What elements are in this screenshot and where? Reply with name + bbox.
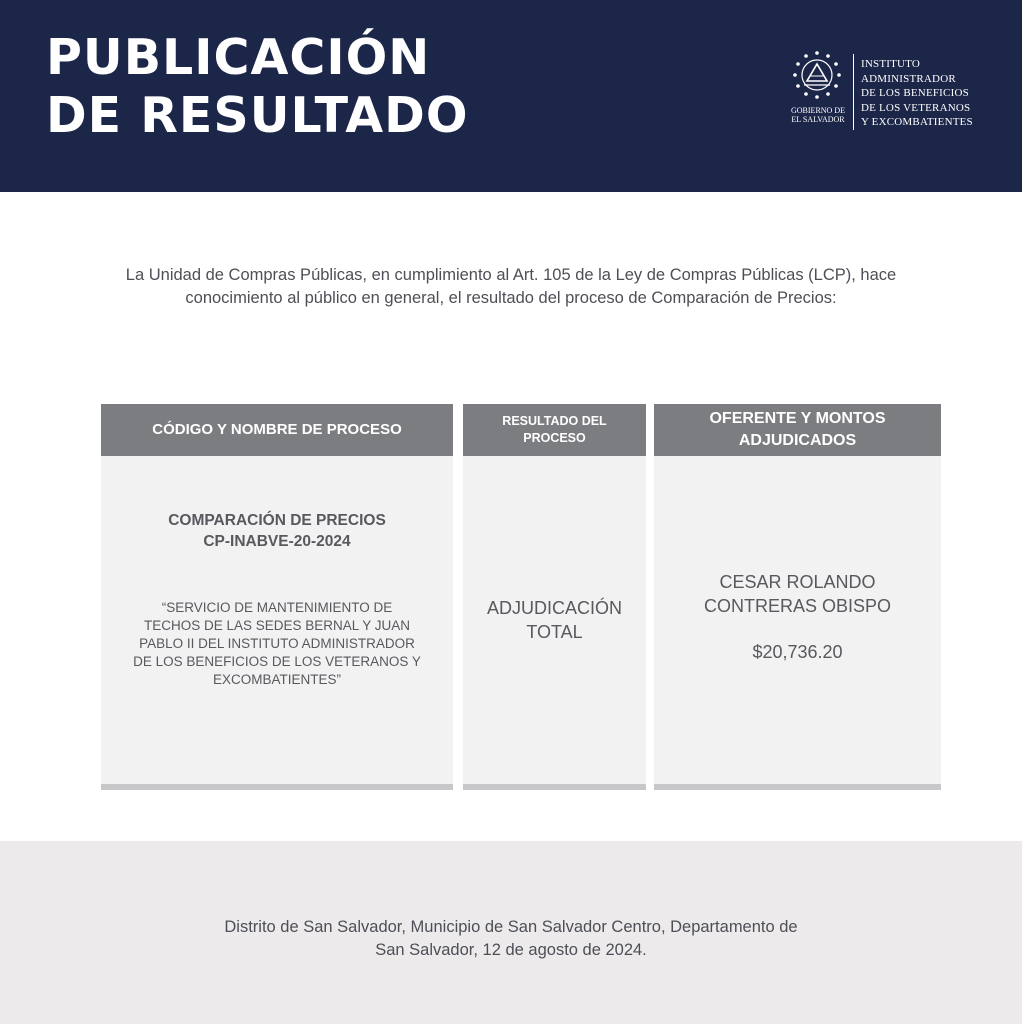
- process-description: “SERVICIO DE MANTENIMIENTO DE TECHOS DE LAS SEDES BERNAL Y JUAN PABLO II DEL INSTITUTO ADMINISTRADOR DE LOS BENEFICIOS DE LOS VETERANOS Y EXCOMBATIENTES”: [133, 600, 421, 687]
- page-title-line-2: DE RESULTADO: [46, 87, 469, 144]
- result-column-header: RESULTADO DEL PROCESO: [463, 404, 646, 456]
- logo-divider: [853, 54, 854, 130]
- government-logo: [782, 50, 854, 132]
- result-column: [463, 404, 646, 790]
- column-base-bar: [101, 784, 453, 790]
- government-name: GOBIERNO DE EL SALVADOR: [791, 106, 845, 124]
- awarded-amount: $20,736.20: [752, 642, 843, 662]
- bidder-name: CESAR ROLANDO CONTRERAS OBISPO: [703, 572, 892, 616]
- footer-band: [0, 841, 1022, 1024]
- process-result: ADJUDICACIÓN TOTAL: [486, 598, 622, 642]
- bidder-column: [654, 404, 941, 790]
- column-base-bar: [463, 784, 646, 790]
- institution-name: INSTITUTO ADMINISTRADOR DE LOS BENEFICIOS DE LOS VETERANOS Y EXCOMBATIENTES: [861, 58, 973, 128]
- el-salvador-coat-of-arms-icon: [792, 50, 842, 102]
- intro-paragraph: La Unidad de Compras Públicas, en cumplimiento al Art. 105 de la Ley de Compras Públicas (LCP), hace conocimiento al público en general, el resultado del proceso de Comparación de Precios:: [125, 266, 897, 307]
- bidder-column-header: OFERENTE Y MONTOS ADJUDICADOS: [654, 404, 941, 456]
- header-banner: [0, 0, 1022, 192]
- column-base-bar: [654, 784, 941, 790]
- process-code: COMPARACIÓN DE PRECIOS CP-INABVE-20-2024: [168, 512, 386, 550]
- page-title-line-1: PUBLICACIÓN: [46, 29, 431, 86]
- footer-location-date: Distrito de San Salvador, Municipio de San Salvador Centro, Departamento de San Salvador, 12 de agosto de 2024.: [224, 918, 798, 959]
- process-column-header: CÓDIGO Y NOMBRE DE PROCESO: [101, 404, 453, 456]
- process-column: [101, 404, 453, 790]
